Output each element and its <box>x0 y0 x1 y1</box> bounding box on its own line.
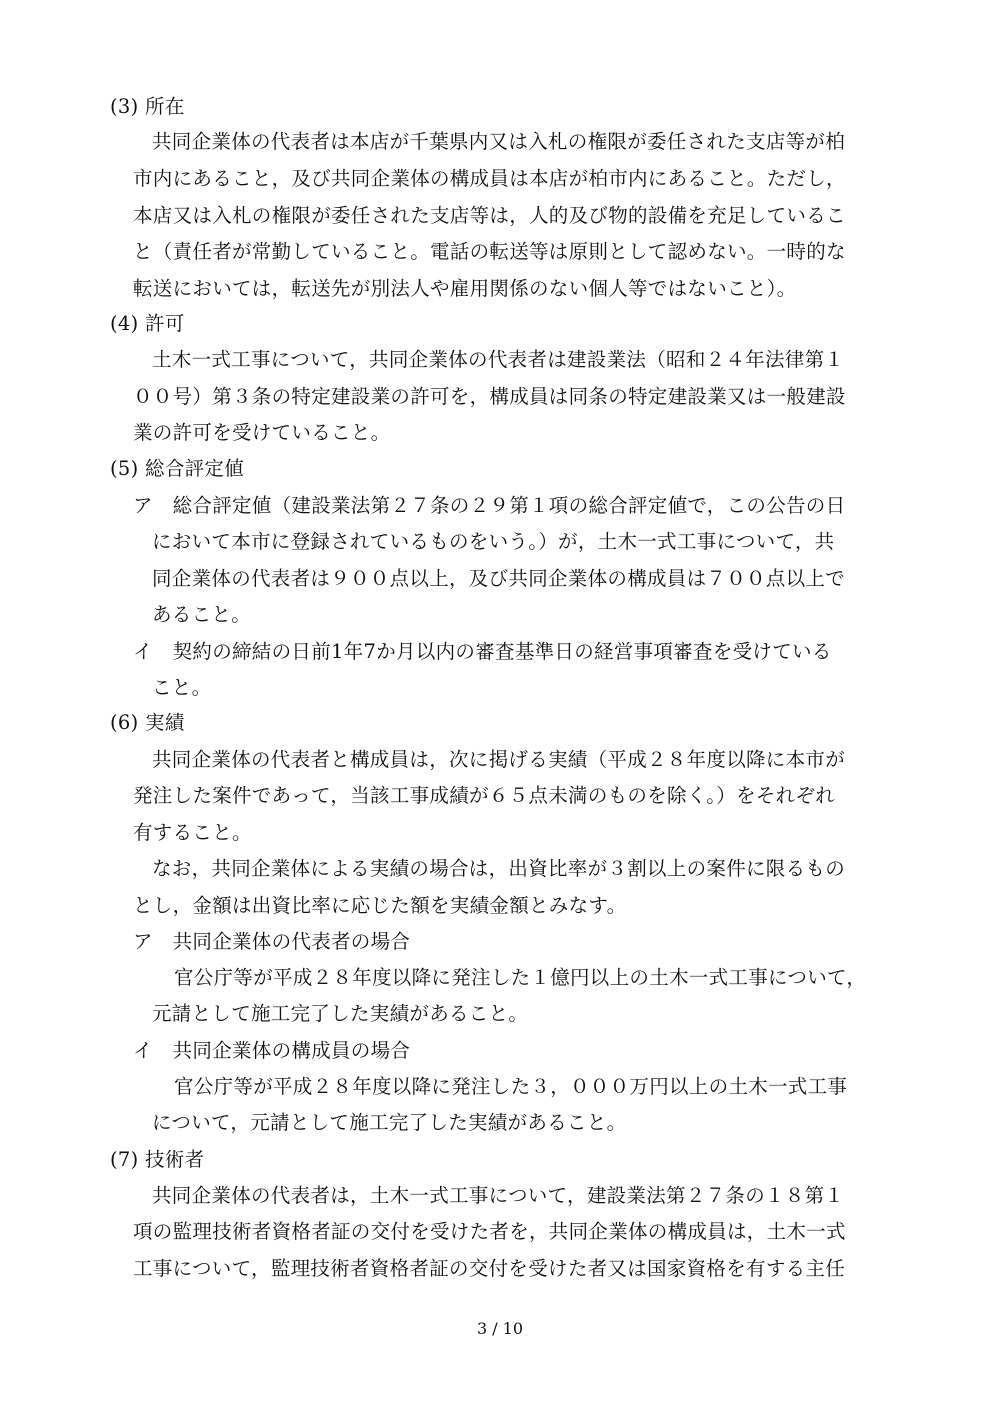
paragraph-line: とし，金額は出資比率に応じた額を実績金額とみなす。 <box>133 894 627 917</box>
paragraph-line: 共同企業体の代表者は，土木一式工事について，建設業法第２７条の１８第１ <box>152 1184 845 1207</box>
paragraph-line: 土木一式工事について，共同企業体の代表者は建設業法（昭和２４年法律第１ <box>152 348 845 371</box>
paragraph-line: 官公庁等が平成２８年度以降に発注した１億円以上の土木一式工事について， <box>174 966 867 989</box>
section-heading-5: (5) 総合評定値 <box>110 457 245 480</box>
list-item-a: ア 総合評定値（建設業法第２７条の２９第１項の総合評定値で，この公告の日 <box>133 494 846 517</box>
paragraph-line: こと。 <box>152 676 212 699</box>
paragraph-line: 同企業体の代表者は９００点以上，及び共同企業体の構成員は７００点以上で <box>152 567 846 590</box>
paragraph-line: において本市に登録されているものをいう。）が，土木一式工事について，共 <box>152 530 835 553</box>
list-item-a: ア 共同企業体の代表者の場合 <box>133 930 411 953</box>
paragraph-line: 転送においては，転送先が別法人や雇用関係のない個人等ではないこと）。 <box>133 277 797 300</box>
paragraph-line: なお，共同企業体による実績の場合は，出資比率が３割以上の案件に限るもの <box>152 857 845 880</box>
paragraph-line: 市内にあること，及び共同企業体の構成員は本店が柏市内にあること。ただし， <box>133 167 846 190</box>
paragraph-line: 工事について，監理技術者資格者証の交付を受けた者又は国家資格を有する主任 <box>133 1257 846 1280</box>
paragraph-line: について，元請として施工完了した実績があること。 <box>152 1111 627 1134</box>
paragraph-line: 項の監理技術者資格者証の交付を受けた者を，共同企業体の構成員は，土木一式 <box>133 1220 846 1243</box>
list-item-i: イ 共同企業体の構成員の場合 <box>133 1039 411 1062</box>
paragraph-line: 共同企業体の代表者は本店が千葉県内又は入札の権限が委任された支店等が柏 <box>152 130 846 153</box>
list-item-i: イ 契約の締結の日前1年7か月以内の審査基準日の経営事項審査を受けている <box>133 640 832 663</box>
paragraph-line: 本店又は入札の権限が委任された支店等は，人的及び物的設備を充足しているこ <box>133 204 846 227</box>
page-number: 3 / 10 <box>476 1319 524 1338</box>
paragraph-line: 有すること。 <box>133 821 252 844</box>
paragraph-line: あること。 <box>152 603 252 626</box>
paragraph-line: 業の許可を受けていること。 <box>133 421 391 444</box>
section-heading-3: (3) 所在 <box>110 95 185 118</box>
paragraph-line: 官公庁等が平成２８年度以降に発注した３，０００万円以上の土木一式工事 <box>174 1075 848 1098</box>
paragraph-line: 元請として施工完了した実績があること。 <box>152 1002 529 1025</box>
section-heading-7: (7) 技術者 <box>110 1148 205 1171</box>
paragraph-line: 発注した案件であって，当該工事成績が６５点未満のものを除く。）をそれぞれ <box>133 784 836 807</box>
paragraph-line: 共同企業体の代表者と構成員は，次に掲げる実績（平成２８年度以降に本市が <box>152 748 846 771</box>
section-heading-6: (6) 実績 <box>110 711 185 734</box>
paragraph-line: ００号）第３条の特定建設業の許可を，構成員は同条の特定建設業又は一般建設 <box>133 385 846 408</box>
section-heading-4: (4) 許可 <box>110 312 185 335</box>
paragraph-line: と（責任者が常勤していること。電話の転送等は原則として認めない。一時的な <box>133 240 846 263</box>
